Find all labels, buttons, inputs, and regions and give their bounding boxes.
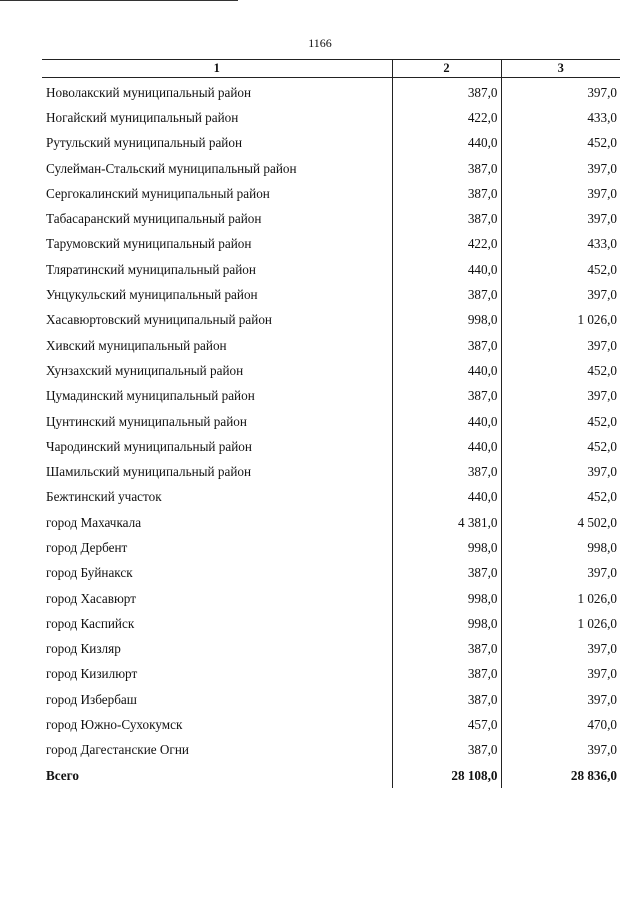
table-row [42,333,620,358]
municipality-name: город Дербент [46,539,128,555]
value-col-2: 4 381,0 [392,510,501,535]
value-col-3: 397,0 [501,384,620,409]
value-col-2: 998,0 [392,586,501,611]
value-col-2: 387,0 [392,206,501,231]
table-row [42,535,620,560]
value-col-2: 387,0 [392,637,501,662]
value-col-3: 397,0 [501,282,620,307]
table-row [42,206,620,231]
municipality-name: город Махачкала [46,514,142,530]
municipality-name: Унцукульский муниципальный район [46,287,258,303]
table-row [42,105,620,130]
value-col-2: 387,0 [392,156,501,181]
column-header-1: 1 [42,60,392,78]
municipality-name: Табасаранский муниципальный район [46,211,262,227]
municipality-name: Цумадинский муниципальный район [46,388,255,404]
municipality-name: Рутульский муниципальный район [46,135,243,151]
value-col-3: 397,0 [501,206,620,231]
value-col-2: 387,0 [392,687,501,712]
value-col-2: 440,0 [392,131,501,156]
municipality-name: Новолакский муниципальный район [46,84,252,100]
value-col-3: 1 026,0 [501,586,620,611]
table-row [42,485,620,510]
page-number: 1166 [308,36,332,50]
value-col-3: 452,0 [501,434,620,459]
value-col-3: 397,0 [501,78,620,106]
value-col-3: 397,0 [501,333,620,358]
municipality-name: Хунзахский муниципальный район [46,362,244,378]
municipality-name: Бежтинский участок [46,489,162,505]
value-col-3: 397,0 [501,156,620,181]
value-col-3: 1 026,0 [501,308,620,333]
value-col-2: 440,0 [392,358,501,383]
table-row [42,687,620,712]
table-row [42,131,620,156]
value-col-2: 440,0 [392,485,501,510]
value-col-3: 433,0 [501,105,620,130]
value-col-3: 470,0 [501,712,620,737]
municipality-name: город Дагестанские Огни [46,742,189,758]
value-col-2: 440,0 [392,434,501,459]
table-row [42,308,620,333]
value-col-2: 387,0 [392,333,501,358]
table-row [42,409,620,434]
table-row [42,181,620,206]
value-col-2: 998,0 [392,611,501,636]
municipality-name: город Каспийск [46,615,135,631]
municipality-name: Сергокалинский муниципальный район [46,185,270,201]
value-col-3: 452,0 [501,131,620,156]
value-col-2: 440,0 [392,409,501,434]
column-header-2: 2 [392,60,501,78]
value-col-2: 998,0 [392,308,501,333]
municipality-name: город Кизилюрт [46,666,138,682]
value-col-3: 397,0 [501,561,620,586]
table-row [42,384,620,409]
value-col-3: 452,0 [501,485,620,510]
value-col-2: 387,0 [392,662,501,687]
table-row [42,434,620,459]
table-body [42,78,620,789]
value-col-2: 422,0 [392,232,501,257]
municipality-name: Цунтинский муниципальный район [46,413,247,429]
value-col-3: 397,0 [501,637,620,662]
value-col-2: 387,0 [392,282,501,307]
municipality-name: Хасавюртовский муниципальный район [46,312,272,328]
value-col-2: 387,0 [392,78,501,106]
municipality-name: Шамильский муниципальный район [46,464,252,480]
value-col-3: 452,0 [501,409,620,434]
value-col-2: 387,0 [392,738,501,763]
value-col-2: 387,0 [392,181,501,206]
value-col-2: 998,0 [392,535,501,560]
column-header-3: 3 [501,60,620,78]
table-row [42,257,620,282]
municipality-name: Чародинский муниципальный район [46,438,252,454]
table-row [42,637,620,662]
table-row [42,662,620,687]
table-row [42,712,620,737]
value-col-3: 452,0 [501,257,620,282]
municipality-name: город Буйнакск [46,565,133,581]
table-row [42,510,620,535]
value-col-3: 397,0 [501,687,620,712]
value-col-2: 387,0 [392,384,501,409]
table-row [42,282,620,307]
municipality-name: Тляратинский муниципальный район [46,261,256,277]
value-col-3: 4 502,0 [501,510,620,535]
municipality-name: город Кизляр [46,641,121,657]
municipality-name: Ногайский муниципальный район [46,109,239,125]
municipality-name: Тарумовский муниципальный район [46,236,252,252]
table-row-total [42,763,620,788]
value-col-3: 397,0 [501,738,620,763]
table-row [42,156,620,181]
municipality-name: Сулейман-Стальский муниципальный район [46,160,297,176]
municipality-name: город Южно-Сухокумск [46,717,183,733]
value-col-3: 433,0 [501,232,620,257]
municipality-name: Хивский муниципальный район [46,337,227,353]
value-col-2: 457,0 [392,712,501,737]
value-col-3: 1 026,0 [501,611,620,636]
total-value-col-2: 28 108,0 [392,763,501,788]
value-col-3: 397,0 [501,459,620,484]
value-col-3: 452,0 [501,358,620,383]
table-row [42,611,620,636]
table-row [42,459,620,484]
value-col-3: 397,0 [501,181,620,206]
table-row [42,358,620,383]
table-row [42,561,620,586]
value-col-2: 387,0 [392,561,501,586]
total-municipality-name: Всего [46,767,79,783]
value-col-2: 387,0 [392,459,501,484]
value-col-3: 397,0 [501,662,620,687]
total-value-col-3: 28 836,0 [501,763,620,788]
table-row [42,738,620,763]
table-header-row [42,60,620,78]
allocation-table [42,59,620,788]
table-row [42,586,620,611]
municipality-name: город Избербаш [46,691,137,707]
value-col-2: 440,0 [392,257,501,282]
municipality-name: город Хасавюрт [46,590,136,606]
value-col-3: 998,0 [501,535,620,560]
table-row [42,232,620,257]
top-rule [0,0,238,1]
table-row [42,78,620,106]
value-col-2: 422,0 [392,105,501,130]
